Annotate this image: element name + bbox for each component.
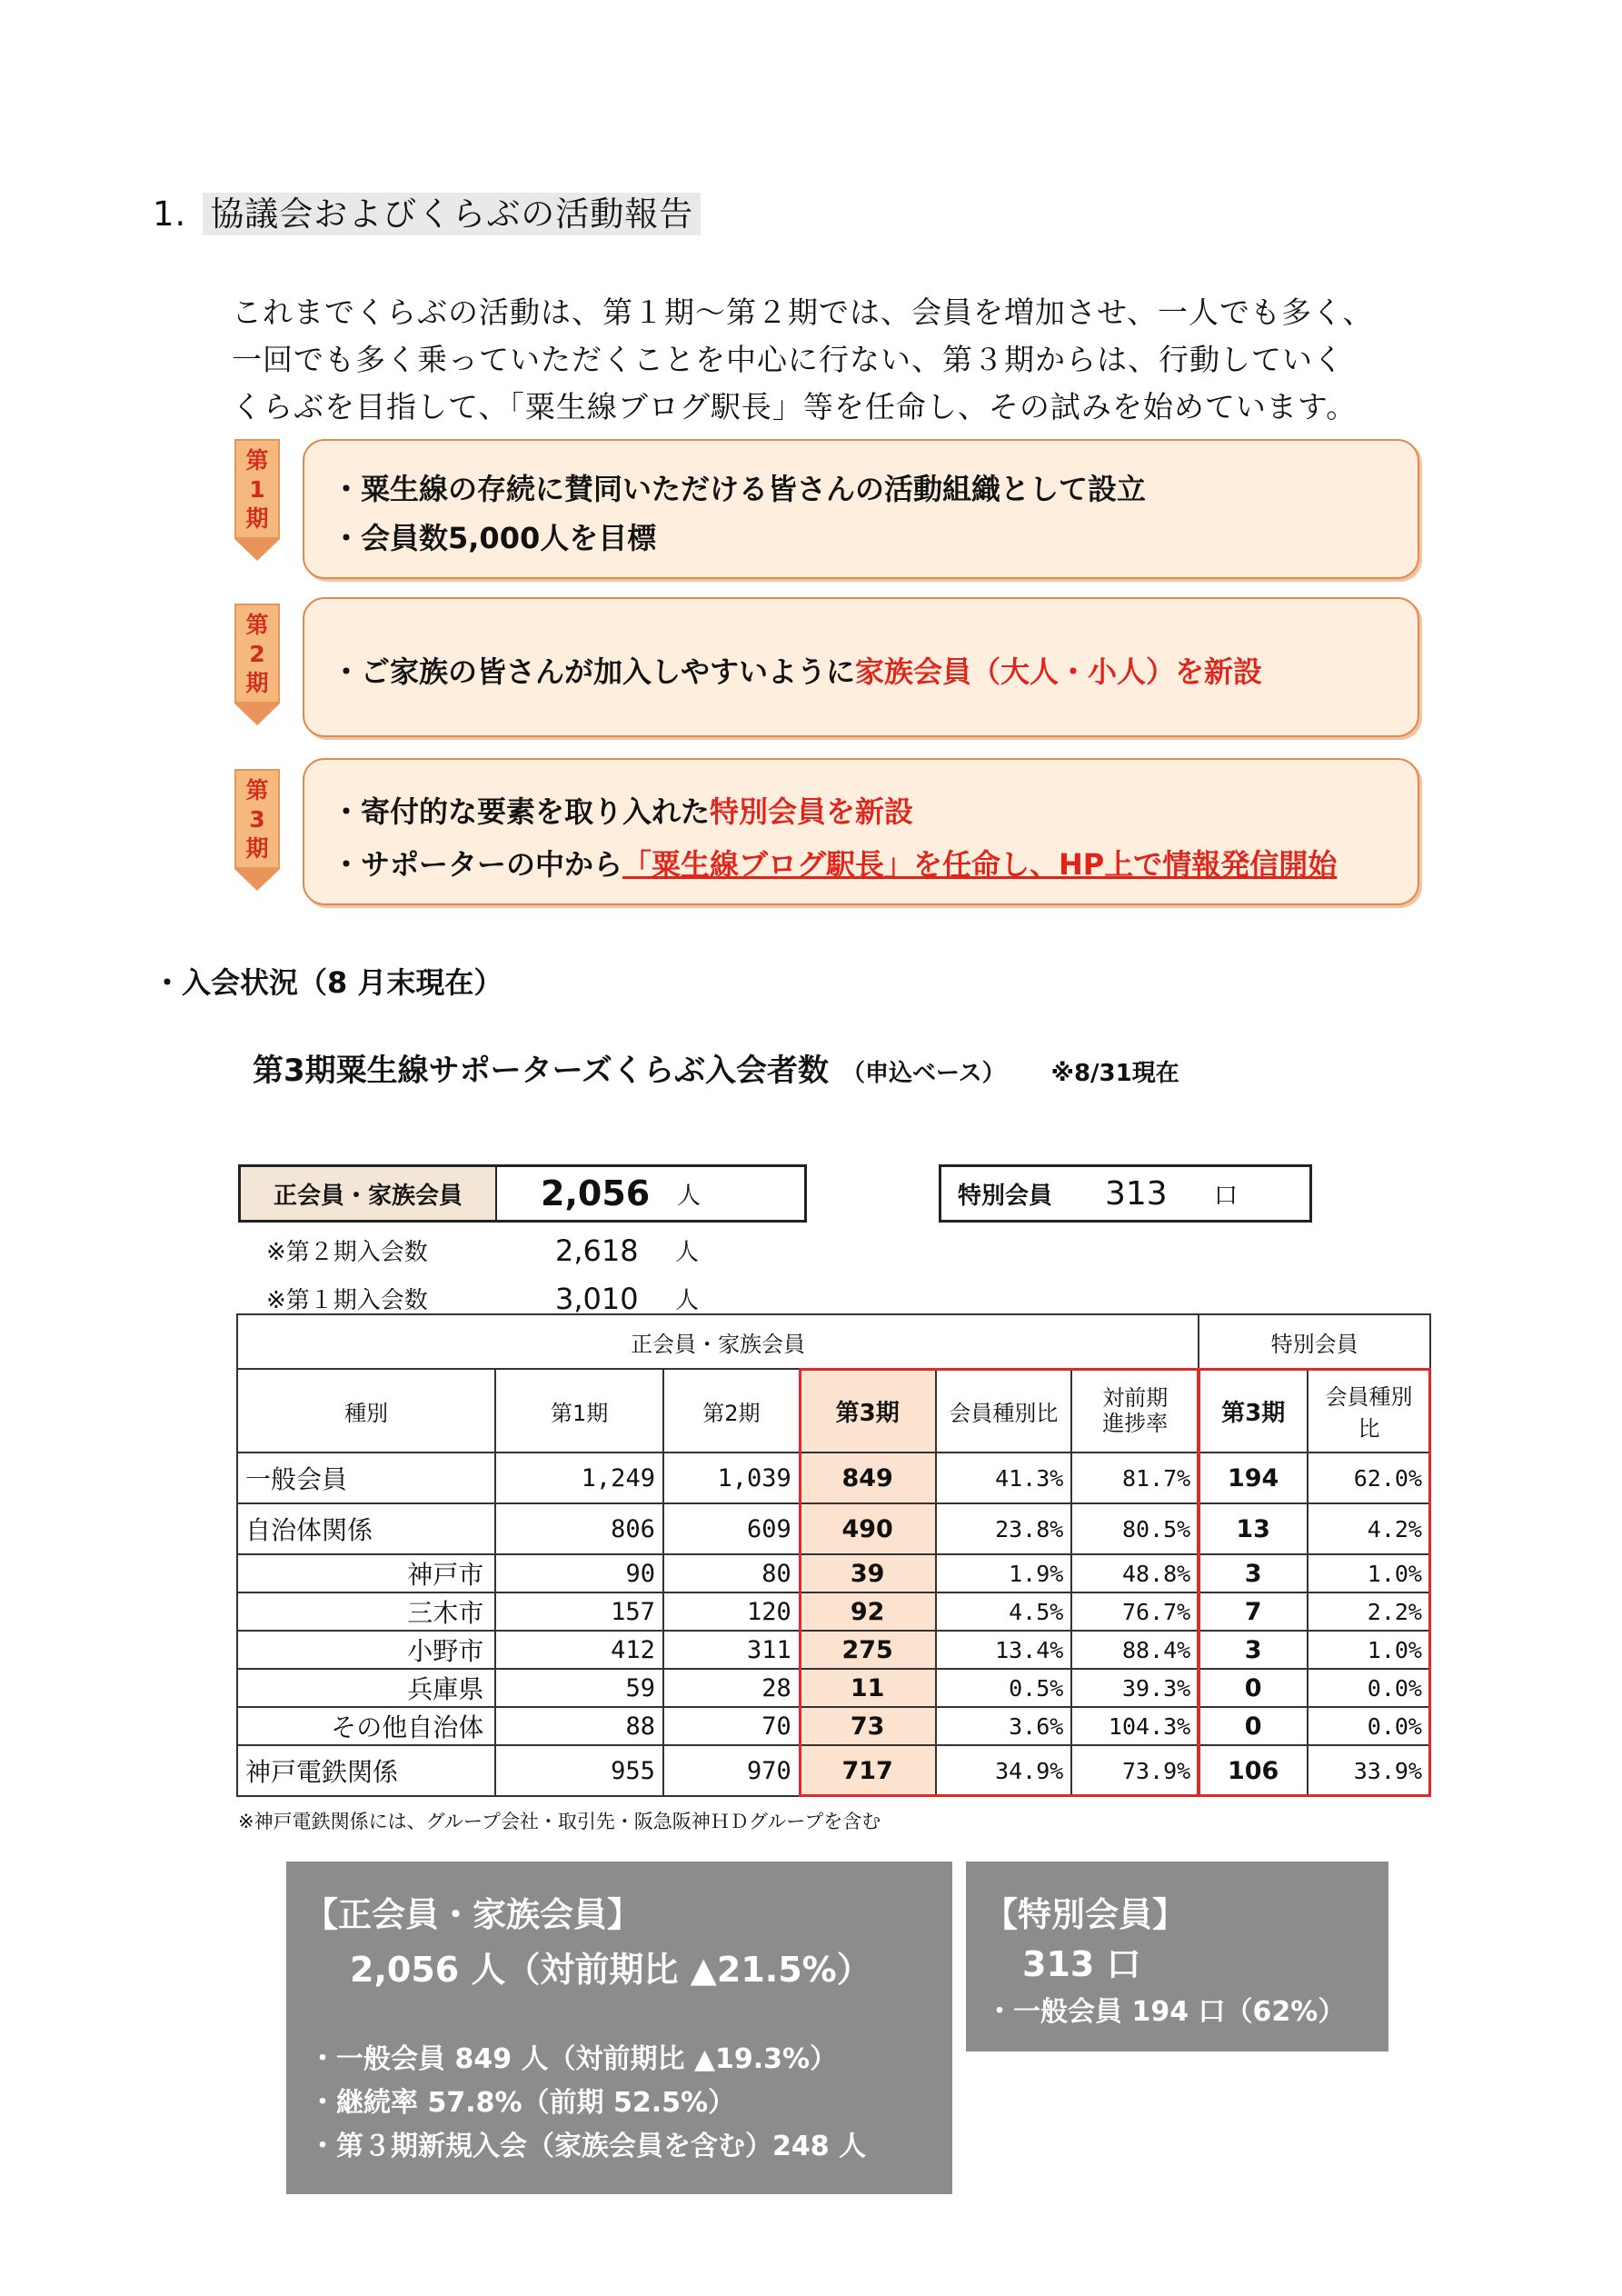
special-box-title: 【特別会員】: [984, 1895, 1186, 1934]
period-3-cell: 11: [800, 1669, 936, 1707]
special-period-3-cell: 194: [1199, 1452, 1308, 1503]
period-text: ・寄付的な要素を取り入れた: [332, 794, 711, 829]
period-text: ・粟生線の存続に賛同いただける皆さんの活動組織として設立: [332, 472, 1147, 506]
ratio-cell: 34.9%: [936, 1745, 1072, 1796]
table-column-header-row: [237, 1369, 1430, 1452]
table-row: [237, 1631, 1430, 1669]
period-3-cell: 73: [800, 1707, 936, 1745]
special-ratio-cell: 0.0%: [1308, 1669, 1430, 1707]
period-1-cell: 806: [495, 1503, 663, 1554]
special-ratio-cell: 4.2%: [1308, 1503, 1430, 1554]
table-title: [253, 1045, 1179, 1090]
section-number: 1.: [153, 195, 187, 234]
period-text-highlight-link: 「粟生線ブログ駅長」を任命し、HP上で情報発信開始: [622, 847, 1338, 882]
period-tag-char: 期: [245, 835, 269, 862]
progress-cell: 73.9%: [1071, 1745, 1199, 1796]
col-header-period-1: 第1期: [495, 1369, 663, 1452]
period-1-cell: 157: [495, 1592, 663, 1631]
period-3-cell: 490: [800, 1503, 936, 1554]
special-ratio-cell: 2.2%: [1308, 1592, 1430, 1631]
period-2-cell: 311: [663, 1631, 800, 1669]
special-summary-unit: 口: [1214, 1182, 1239, 1210]
period-1-cell: 412: [495, 1631, 663, 1669]
period-1-line-2: [332, 515, 656, 557]
period-3-cell: 92: [800, 1592, 936, 1631]
regular-members-box: [286, 1862, 952, 2194]
special-summary-label: 特別会員: [957, 1182, 1052, 1210]
period-1-box: [303, 439, 1419, 579]
regular-box-title: 【正会員・家族会員】: [304, 1895, 641, 1934]
period-1-cell: 1,249: [495, 1452, 663, 1503]
row-type-cell: 自治体関係: [237, 1503, 495, 1554]
section-title: [153, 186, 701, 235]
period-3-cell: 717: [800, 1745, 936, 1796]
period-2-cell: 120: [663, 1592, 800, 1631]
regular-box-main: 2,056 人（対前期比 ▲21.5%）: [350, 1950, 871, 1990]
period-1-cell: 88: [495, 1707, 663, 1745]
regular-member-summary: [238, 1164, 807, 1223]
intro-paragraph: [232, 289, 1504, 431]
row-type-cell: 兵庫県: [237, 1669, 495, 1707]
section-title-text: 協議会およびくらぶの活動報告: [203, 193, 701, 235]
col-header-period-3: 第3期: [800, 1369, 936, 1452]
period-2-line-1: [332, 649, 1262, 691]
table-title-note: ※8/31現在: [1050, 1060, 1179, 1087]
special-period-3-cell: 3: [1199, 1631, 1308, 1669]
col-header-period-2: 第2期: [663, 1369, 800, 1452]
previous-label: ※第２期入会数: [266, 1239, 428, 1266]
period-1-line-1: [332, 466, 1146, 508]
special-ratio-cell: 0.0%: [1308, 1707, 1430, 1745]
ratio-cell: 4.5%: [936, 1592, 1072, 1631]
table-row: [237, 1707, 1430, 1745]
period-3-cell: 849: [800, 1452, 936, 1503]
col-header-progress: 対前期 進捗率: [1071, 1369, 1199, 1452]
previous-label: ※第１期入会数: [266, 1287, 428, 1314]
membership-table: [236, 1313, 1431, 1797]
table-row: [237, 1592, 1430, 1631]
period-3-cell: 39: [800, 1554, 936, 1592]
col-header-special-period-3: 第3期: [1199, 1369, 1308, 1452]
period-text: ・サポーターの中から: [332, 847, 623, 882]
group-header-special: 特別会員: [1199, 1314, 1430, 1369]
progress-cell: 39.3%: [1071, 1669, 1199, 1707]
regular-box-bullet: ・第３期新規入会（家族会員を含む）248 人: [309, 2131, 867, 2162]
table-row: [237, 1554, 1430, 1592]
period-1-cell: 955: [495, 1745, 663, 1796]
table-row: [237, 1452, 1430, 1503]
row-type-cell: 一般会員: [237, 1452, 495, 1503]
progress-cell: 48.8%: [1071, 1554, 1199, 1592]
period-2-cell: 28: [663, 1669, 800, 1707]
membership-status-heading: ・入会状況（8 月末現在）: [153, 965, 503, 1000]
previous-value: 3,010: [555, 1282, 639, 1316]
period-3-line-2: [332, 842, 1337, 883]
regular-summary-value: 2,056: [541, 1173, 651, 1213]
previous-value: 2,618: [555, 1233, 639, 1268]
ratio-cell: 0.5%: [936, 1669, 1072, 1707]
special-box-bullet: ・一般会員 194 口（62%）: [986, 1996, 1346, 2028]
period-2-cell: 609: [663, 1503, 800, 1554]
period-2-tag: [234, 604, 280, 704]
period-tag-char: 2: [249, 641, 265, 667]
col-header-type: 種別: [237, 1369, 495, 1452]
special-period-3-cell: 3: [1199, 1554, 1308, 1592]
period-text: ・会員数5,000人を目標: [332, 521, 657, 555]
progress-cell: 104.3%: [1071, 1707, 1199, 1745]
special-period-3-cell: 0: [1199, 1707, 1308, 1745]
ratio-cell: 23.8%: [936, 1503, 1072, 1554]
special-ratio-cell: 1.0%: [1308, 1554, 1430, 1592]
period-tag-char: 3: [249, 806, 265, 833]
special-ratio-cell: 62.0%: [1308, 1452, 1430, 1503]
special-box-main: 313 口: [1022, 1944, 1141, 1984]
period-text-highlight: 家族会員（大人・小人）を新設: [855, 654, 1263, 689]
period-2-cell: 970: [663, 1745, 800, 1796]
progress-cell: 81.7%: [1071, 1452, 1199, 1503]
row-type-cell: 三木市: [237, 1592, 495, 1631]
regular-summary-unit: 人: [677, 1182, 702, 1210]
special-period-3-cell: 106: [1199, 1745, 1308, 1796]
table-group-header-row: [237, 1314, 1430, 1369]
period-1-cell: 90: [495, 1554, 663, 1592]
period-2-cell: 1,039: [663, 1452, 800, 1503]
period-1-tag: [234, 439, 280, 539]
table-footnote: ※神戸電鉄関係には、グループ会社・取引先・阪急阪神ＨＤグループを含む: [238, 1811, 881, 1832]
regular-summary-label: 正会員・家族会員: [241, 1167, 497, 1220]
special-member-summary: [939, 1164, 1312, 1223]
row-type-cell: 小野市: [237, 1631, 495, 1669]
ratio-cell: 3.6%: [936, 1707, 1072, 1745]
period-tag-char: 第: [245, 777, 269, 804]
previous-unit: 人: [675, 1239, 700, 1266]
regular-box-bullet: ・一般会員 849 人（対前期比 ▲19.3%）: [309, 2043, 838, 2075]
previous-unit: 人: [675, 1287, 700, 1314]
progress-cell: 80.5%: [1071, 1503, 1199, 1554]
period-2-cell: 80: [663, 1554, 800, 1592]
table-title-main: 第3期粟生線サポーターズくらぶ入会者数: [253, 1053, 829, 1089]
period-tag-char: 1: [249, 476, 265, 503]
special-period-3-cell: 0: [1199, 1669, 1308, 1707]
table-row: [237, 1669, 1430, 1707]
table-row: [237, 1503, 1430, 1554]
period-3-tag: [234, 769, 280, 869]
previous-count-period-2: [266, 1233, 700, 1268]
special-period-3-cell: 7: [1199, 1592, 1308, 1631]
period-tag-char: 期: [245, 505, 269, 532]
period-3-line-1: [332, 789, 913, 831]
period-2-cell: 70: [663, 1707, 800, 1745]
col-header-special-ratio: 会員種別比: [1308, 1369, 1430, 1452]
row-type-cell: 神戸市: [237, 1554, 495, 1592]
period-tag-char: 第: [245, 612, 269, 638]
period-tag-char: 期: [245, 670, 269, 696]
special-summary-value: 313: [1105, 1174, 1168, 1213]
period-text: ・ご家族の皆さんが加入しやすいように: [332, 654, 856, 689]
group-header-regular: 正会員・家族会員: [237, 1314, 1199, 1369]
progress-cell: 88.4%: [1071, 1631, 1199, 1669]
intro-line: くらぶを目指して、「粟生線ブログ駅長」等を任命し、その試みを始めています。: [232, 389, 1358, 424]
previous-count-period-1: [266, 1282, 700, 1316]
table-row: [237, 1745, 1430, 1796]
period-3-box: [303, 758, 1419, 905]
ratio-cell: 1.9%: [936, 1554, 1072, 1592]
ratio-cell: 13.4%: [936, 1631, 1072, 1669]
row-type-cell: 神戸電鉄関係: [237, 1745, 495, 1796]
regular-box-bullet: ・継続率 57.8%（前期 52.5%）: [309, 2087, 736, 2119]
special-ratio-cell: 33.9%: [1308, 1745, 1430, 1796]
col-header-ratio: 会員種別比: [936, 1369, 1072, 1452]
row-type-cell: その他自治体: [237, 1707, 495, 1745]
special-members-box: [966, 1862, 1388, 2051]
period-tag-char: 第: [245, 447, 269, 474]
ratio-cell: 41.3%: [936, 1452, 1072, 1503]
period-1-cell: 59: [495, 1669, 663, 1707]
progress-cell: 76.7%: [1071, 1592, 1199, 1631]
intro-line: これまでくらぶの活動は、第１期～第２期では、会員を増加させ、一人でも多く、: [232, 294, 1374, 330]
special-period-3-cell: 13: [1199, 1503, 1308, 1554]
table-title-sub: （申込ベース）: [841, 1060, 1006, 1087]
intro-line: 一回でも多く乗っていただくことを中心に行ない、第３期からは、行動していく: [232, 342, 1344, 377]
period-3-cell: 275: [800, 1631, 936, 1669]
period-2-box: [303, 597, 1419, 737]
period-text-highlight: 特別会員を新設: [710, 794, 914, 829]
special-ratio-cell: 1.0%: [1308, 1631, 1430, 1669]
